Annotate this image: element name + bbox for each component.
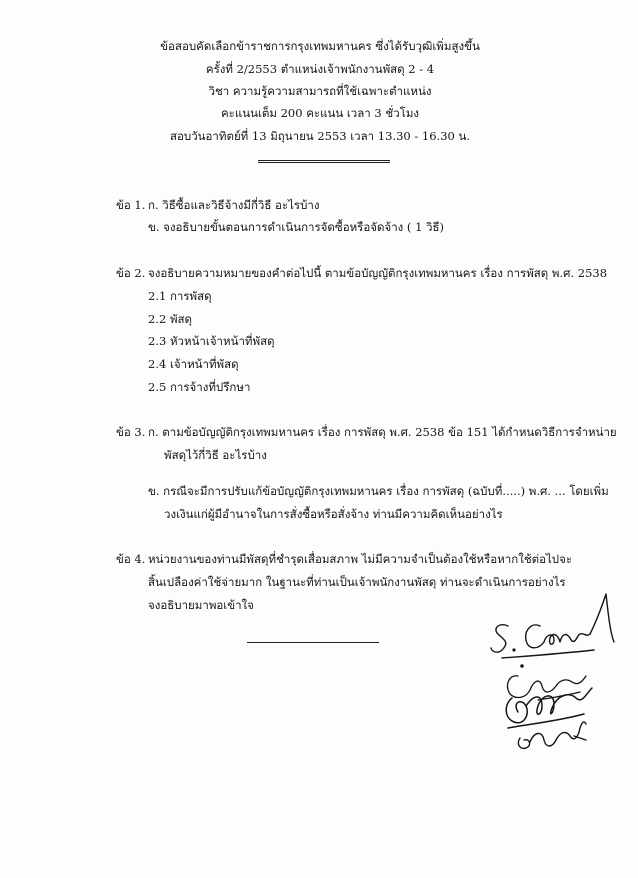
question-2-item: 2.2 พัสดุ [148,312,193,326]
question-4-line-3: จงอธิบายมาพอเข้าใจ [148,598,254,612]
question-2-intro: จงอธิบายความหมายของคำต่อไปนี้ ตามข้อบัญญัติกรุงเทพมหานคร เรื่อง การพัสดุ พ.ศ. 2538 [148,266,608,280]
question-3-part-a-line-2: พัสดุไว้กี่วิธี อะไรบ้าง [164,448,267,462]
question-4-line-2: สิ้นเปลืองค่าใช้จ่ายมาก ในฐานะที่ท่านเป็นเจ้าพนักงานพัสดุ ท่านจะดำเนินการอย่างไร [148,575,566,589]
question-2-item: 2.4 เจ้าหน้าที่พัสดุ [148,357,239,371]
question-3-part-b-line-2: วงเงินแก่ผู้มีอำนาจในการสั่งซื้อหรือสั่งจ้าง ท่านมีความคิดเห็นอย่างไร [164,507,503,521]
header-score: คะแนนเต็ม 200 คะแนน เวลา 3 ชั่วโมง [220,106,420,120]
question-1-part-b: ข. จงอธิบายขั้นตอนการดำเนินการจัดซื้อหรือจัดจ้าง ( 1 วิธี) [148,220,445,234]
question-2-item: 2.5 การจ้างที่ปรึกษา [148,380,251,394]
question-2-item: 2.3 หัวหน้าเจ้าหน้าที่พัสดุ [148,334,275,348]
header-date: สอบวันอาทิตย์ที่ 13 มิถุนายน 2553 เวลา 13.30 - 16.30 น. [169,129,471,143]
question-1-part-a: ก. วิธีซื้อและวิธีจ้างมีกี่วิธี อะไรบ้าง [148,198,320,212]
header-title: ข้อสอบคัดเลือกข้าราชการกรุงเทพมหานคร ซึ่งได้รับวุฒิเพิ่มสูงขึ้น [160,39,480,53]
question-4-number: ข้อ 4. [116,552,146,566]
signature-1-image [488,592,618,664]
header-round: ครั้งที่ 2/2553 ตำแหน่งเจ้าพนักงานพัสดุ 2 - 4 [205,62,435,76]
header-divider [258,160,390,161]
question-3-part-b-line-1: ข. กรณีจะมีการปรับแก้ข้อบัญญัติกรุงเทพมหานคร เรื่อง การพัสดุ (ฉบับที่.....) พ.ศ. ... โดยเพิ่ม [148,484,609,498]
question-1-number: ข้อ 1. [116,198,146,212]
header-divider-2 [258,162,390,163]
question-3-part-a-line-1: ก. ตามข้อบัญญัติกรุงเทพมหานคร เรื่อง การพัสดุ พ.ศ. 2538 ข้อ 151 ได้กำหนดวิธีการจำหน่าย [148,425,617,439]
question-2-number: ข้อ 2. [116,266,146,280]
footer-divider [247,642,379,643]
question-2-item: 2.1 การพัสดุ [148,289,212,303]
question-3-number: ข้อ 3. [116,425,146,439]
question-4-line-1: หน่วยงานของท่านมีพัสดุที่ชำรุดเสื่อมสภาพ ไม่มีความจำเป็นต้องใช้หรือหากใช้ต่อไปจะ [148,552,573,566]
header-subject: วิชา ความรู้ความสามารถที่ใช้เฉพาะตำแหน่ง [208,84,432,98]
signature-4-image [512,718,592,754]
